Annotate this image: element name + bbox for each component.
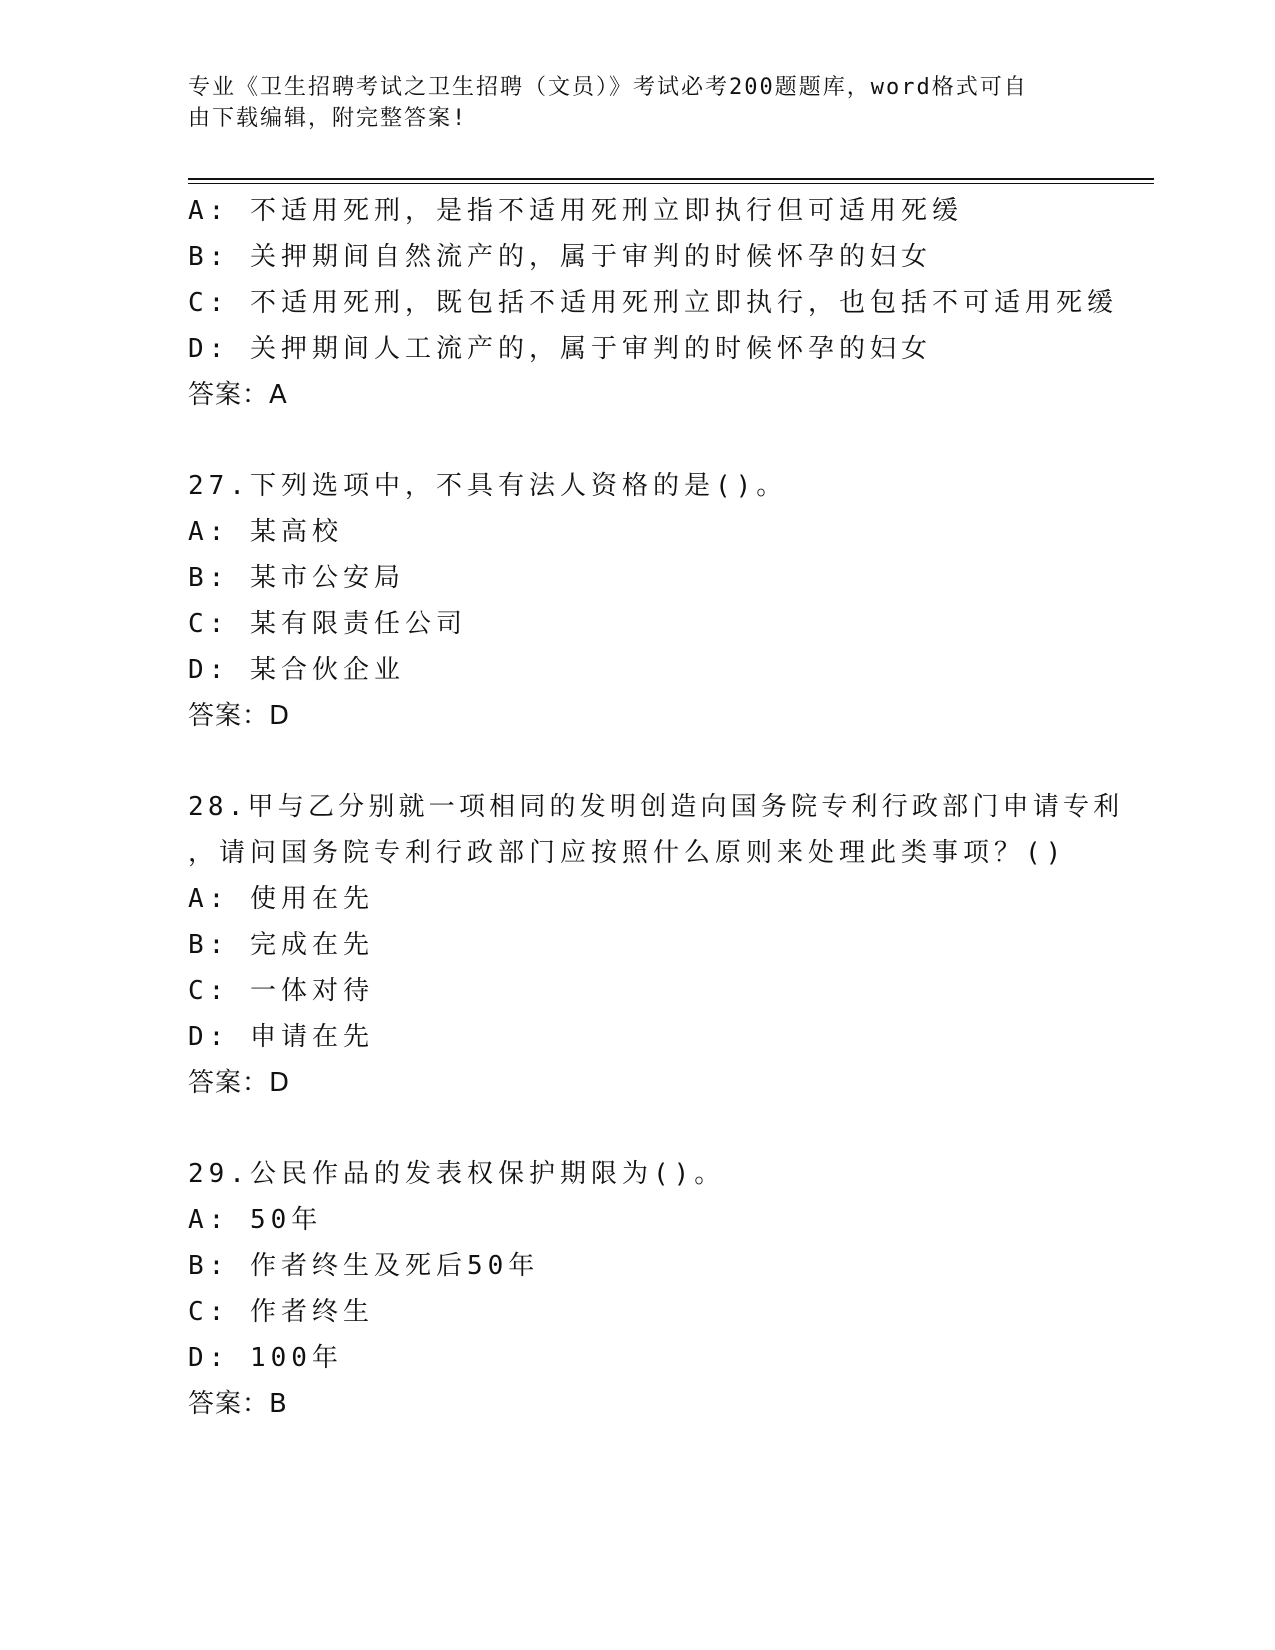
answer-line: 答案：B xyxy=(188,1389,288,1419)
option-a: A: 不适用死刑，是指不适用死刑立即执行但可适用死缓 xyxy=(188,196,963,226)
prev-question-block xyxy=(188,188,1118,418)
question-stem: 28.甲与乙分别就一项相同的发明创造向国务院专利行政部门申请专利 xyxy=(188,792,1124,822)
question-stem: 27.下列选项中，不具有法人资格的是()。 xyxy=(188,471,788,501)
question-27 xyxy=(188,463,1108,739)
option-d: D: 100年 xyxy=(188,1343,343,1373)
option-b: B: 作者终生及死后50年 xyxy=(188,1251,540,1281)
option-b: B: 完成在先 xyxy=(188,930,374,960)
question-28 xyxy=(188,784,1124,1106)
option-d: D: 申请在先 xyxy=(188,1022,374,1052)
option-c: C: 不适用死刑，既包括不适用死刑立即执行，也包括不可适用死缓 xyxy=(188,288,1118,318)
spacer xyxy=(188,739,1108,784)
option-a: A: 50年 xyxy=(188,1205,323,1235)
answer-line: 答案：A xyxy=(188,380,288,410)
option-c: C: 某有限责任公司 xyxy=(188,609,467,639)
question-content xyxy=(188,188,1124,1427)
option-b: B: 关押期间自然流产的，属于审判的时候怀孕的妇女 xyxy=(188,242,932,272)
header-line-1: 专业《卫生招聘考试之卫生招聘（文员）》考试必考200题题库，word格式可自 xyxy=(188,75,1028,100)
question-29 xyxy=(188,1151,1108,1427)
option-d: D: 关押期间人工流产的，属于审判的时候怀孕的妇女 xyxy=(188,334,932,364)
spacer xyxy=(188,418,1108,463)
option-c: C: 作者终生 xyxy=(188,1297,374,1327)
question-stem-continued: ，请问国务院专利行政部门应按照什么原则来处理此类事项？() xyxy=(188,838,1067,868)
answer-line: 答案：D xyxy=(188,701,291,731)
spacer xyxy=(188,1106,1108,1151)
option-a: A: 使用在先 xyxy=(188,884,374,914)
question-stem: 29.公民作品的发表权保护期限为()。 xyxy=(188,1159,726,1189)
answer-line: 答案：D xyxy=(188,1068,291,1098)
option-d: D: 某合伙企业 xyxy=(188,655,405,685)
header-divider-thin xyxy=(188,183,1154,184)
option-b: B: 某市公安局 xyxy=(188,563,405,593)
option-c: C: 一体对待 xyxy=(188,976,374,1006)
header-divider-thick xyxy=(188,178,1154,180)
header-line-2: 由下载编辑，附完整答案! xyxy=(188,106,468,131)
option-a: A: 某高校 xyxy=(188,517,343,547)
document-header xyxy=(188,72,1068,134)
